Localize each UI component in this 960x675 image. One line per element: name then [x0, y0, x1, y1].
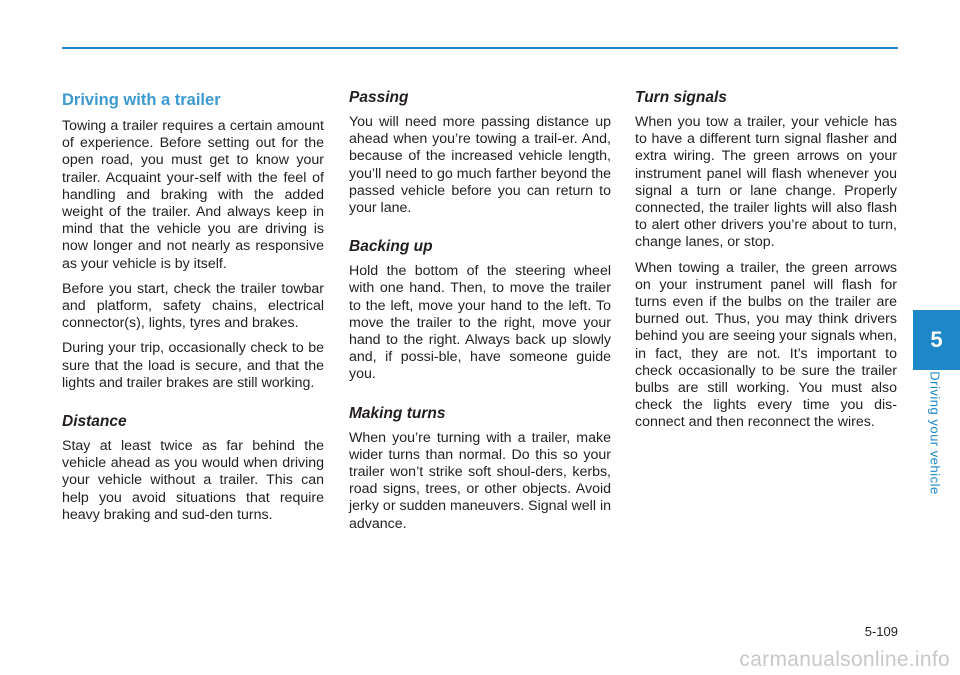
- subheading-passing: Passing: [349, 89, 409, 106]
- paragraph-backing-up: Hold the bottom of the steering wheel with one hand. Then, to move the trailer to the left, move your hand to the left. To move the trailer to the right, move your hand to the right. Always back up slowly and, if possi-ble, have someone guide you.: [349, 263, 611, 383]
- paragraph-during-trip: During your trip, occasionally check to be sure that the load is secure, and that the lights and trailer brakes are still working.: [62, 340, 324, 391]
- subheading-distance: Distance: [62, 413, 127, 431]
- chapter-title: Driving your vehicle: [927, 371, 943, 495]
- paragraph-distance: Stay at least twice as far behind the vehicle ahead as you would when driving your vehicle without a trailer. This can help you avoid situations that require heavy braking and sud-den turns.: [62, 438, 324, 523]
- chapter-number: 5: [930, 327, 943, 352]
- column-middle: [349, 88, 611, 541]
- chapter-tab: [913, 310, 960, 370]
- paragraph-turn-signals-1: When you tow a trailer, your vehicle has to have a different turn signal flasher and extra wiring. The green arrows on your instrument panel will flash whenever you signal a turn or lane change. Properly connected, the trailer lights will also flash to alert other drivers you’re about to turn, change lanes, or stop.: [635, 114, 897, 251]
- paragraph-passing: You will need more passing distance up ahead when you’re towing a trail-er. And, because of the increased vehicle length, you’ll need to go much farther beyond the passed vehicle before you can return to your lane.: [349, 114, 611, 217]
- column-left: [62, 88, 324, 532]
- paragraph-making-turns: When you’re turning with a trailer, make wider turns than normal. Do this so your trailer won’t strike soft shoul-ders, kerbs, road signs, trees, or other objects. Avoid jerky or sudden maneuvers. Signal well in advance.: [349, 429, 611, 532]
- watermark: carmanualsonline.info: [739, 648, 950, 671]
- paragraph-before-start: Before you start, check the trailer towbar and platform, safety chains, electrical connector(s), lights, tyres and brakes.: [62, 280, 324, 332]
- paragraph-intro: Towing a trailer requires a certain amount of experience. Before setting out for the open road, you must get to know your trailer. Acquaint your-self with the feel of handling and braking with the added weight of the trailer. And always keep in mind that the vehicle you are driving is now longer and not nearly as responsive as your vehicle is by itself.: [62, 118, 324, 272]
- subheading-turn-signals: Turn signals: [635, 89, 727, 106]
- paragraph-turn-signals-2: When towing a trailer, the green arrows on your instrument panel will flash for turns even if the bulbs on the trailer are burned out. Thus, you may think drivers behind you are seeing your signals when, in fact, they are not. It’s important to check occasionally to be sure the trailer bulbs are still working. You must also check the lights every time you dis-connect and then reconnect the wires.: [635, 259, 897, 431]
- section-heading-driving-with-trailer: Driving with a trailer: [62, 91, 221, 109]
- column-right: [635, 88, 897, 440]
- subheading-backing-up: Backing up: [349, 238, 433, 256]
- page-number: 5-109: [864, 624, 898, 639]
- subheading-making-turns: Making turns: [349, 404, 446, 422]
- top-divider: [62, 47, 898, 49]
